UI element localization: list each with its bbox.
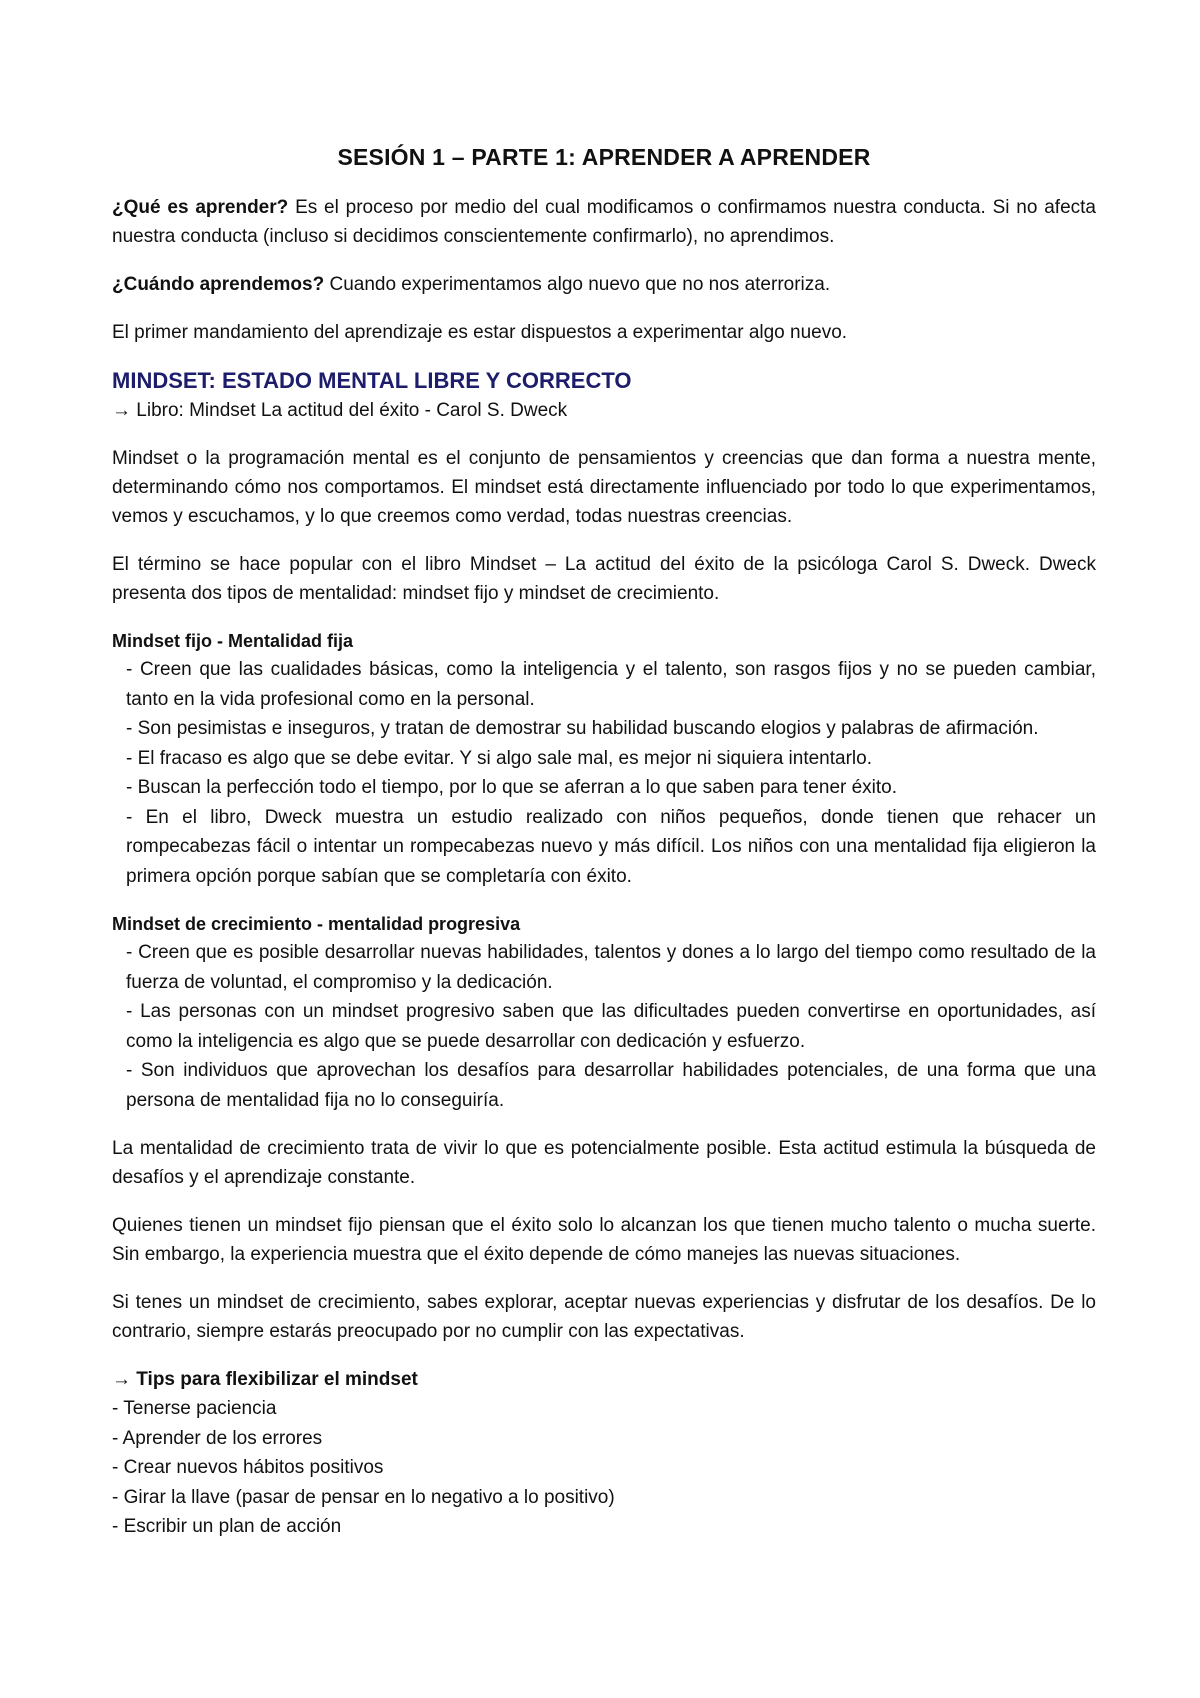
paragraph-mindset-definition: Mindset o la programación mental es el conjunto de pensamientos y creencias que dan forma a nuestra mente, determinando cómo nos comportamos. El mindset está directamente influenciado por todo lo que experimentamos, vemos y escuchamos, y lo que creemos como verdad, todas nuestras creencias. <box>112 448 1096 527</box>
list-item: - Son pesimistas e inseguros, y tratan de demostrar su habilidad buscando elogios y palabras de afirmación. <box>126 718 1039 739</box>
list-item: - En el libro, Dweck muestra un estudio realizado con niños pequeños, donde tienen que rehacer un rompecabezas fácil o intentar un rompecabezas nuevo y más difícil. Los niños con una mentalidad fija eligieron la primera opción porque sabían que se completaría con éxito. <box>126 806 1096 887</box>
paragraph-growth-mentality: La mentalidad de crecimiento trata de vivir lo que es potencialmente posible. Esta actitud estimula la búsqueda de desafíos y el aprendizaje constante. <box>112 1138 1096 1188</box>
list-item: - Son individuos que aprovechan los desafíos para desarrollar habilidades potenciales, de una forma que una persona de mentalidad fija no lo conseguiría. <box>126 1060 1096 1111</box>
question-label: ¿Qué es aprender? <box>112 197 289 218</box>
paragraph-what-is-learning <box>112 193 1096 251</box>
list-item: - Tenerse paciencia <box>112 1398 277 1419</box>
list-item: - Crear nuevos hábitos positivos <box>112 1457 384 1478</box>
list-item: - Creen que es posible desarrollar nuevas habilidades, talentos y dones a lo largo del tiempo como resultado de la fuerza de voluntad, el compromiso y la dedicación. <box>126 942 1096 993</box>
growth-mindset-list <box>112 938 1096 1115</box>
tips-heading: → Tips para flexibilizar el mindset <box>112 1369 418 1390</box>
list-item: - Girar la llave (pasar de pensar en lo negativo a lo positivo) <box>112 1486 615 1508</box>
list-item: - Creen que las cualidades básicas, como la inteligencia y el talento, son rasgos fijos y no se pueden cambiar, tanto en la vida profesional como en la personal. <box>126 659 1096 710</box>
paragraph-fixed-success: Quienes tienen un mindset fijo piensan que el éxito solo lo alcanzan los que tienen mucho talento o mucha suerte. Sin embargo, la experiencia muestra que el éxito depende de cómo manejes las nuevas situaciones. <box>112 1215 1096 1265</box>
list-item: - El fracaso es algo que se debe evitar. Y si algo sale mal, es mejor ni siquiera intentarlo. <box>126 747 872 769</box>
list-item: - Buscan la perfección todo el tiempo, por lo que se aferran a lo que saben para tener éxito. <box>126 777 898 798</box>
growth-mindset-heading: Mindset de crecimiento - mentalidad progresiva <box>112 914 521 934</box>
paragraph-term-origin: El término se hace popular con el libro Mindset – La actitud del éxito de la psicóloga Carol S. Dweck. Dweck presenta dos tipos de mentalidad: mindset fijo y mindset de crecimiento. <box>112 554 1096 604</box>
tips-list <box>112 1394 1096 1542</box>
answer-text: Es el proceso por medio del cual modificamos o confirmamos nuestra conducta. Si no afecta nuestra conducta (incluso si decidimos conscientemente confirmarlo), no aprendimos. <box>112 197 1096 247</box>
list-item: - Aprender de los errores <box>112 1427 323 1449</box>
question-label: ¿Cuándo aprendemos? <box>112 274 325 295</box>
paragraph-growth-explore: Si tenes un mindset de crecimiento, sabes explorar, aceptar nuevas experiencias y disfrutar de los desafíos. De lo contrario, siempre estarás preocupado por no cumplir con las expectativas. <box>112 1292 1096 1342</box>
page-title: SESIÓN 1 – PARTE 1: APRENDER A APRENDER <box>337 144 871 170</box>
list-item: - Escribir un plan de acción <box>112 1516 342 1537</box>
answer-text: Cuando experimentamos algo nuevo que no nos aterroriza. <box>324 274 831 295</box>
fixed-mindset-list <box>112 655 1096 891</box>
mindset-heading: MINDSET: ESTADO MENTAL LIBRE Y CORRECTO <box>112 368 632 393</box>
document-content <box>112 144 1096 1561</box>
fixed-mindset-heading: Mindset fijo - Mentalidad fija <box>112 631 354 651</box>
book-reference: → Libro: Mindset La actitud del éxito - Carol S. Dweck <box>112 400 568 421</box>
paragraph-when-learn <box>112 270 1096 299</box>
list-item: - Las personas con un mindset progresivo saben que las dificultades pueden convertirse en oportunidades, así como la inteligencia es algo que se puede desarrollar con dedicación y esfuerzo. <box>126 1001 1096 1052</box>
paragraph-first-commandment: El primer mandamiento del aprendizaje es estar dispuestos a experimentar algo nuevo. <box>112 322 848 343</box>
